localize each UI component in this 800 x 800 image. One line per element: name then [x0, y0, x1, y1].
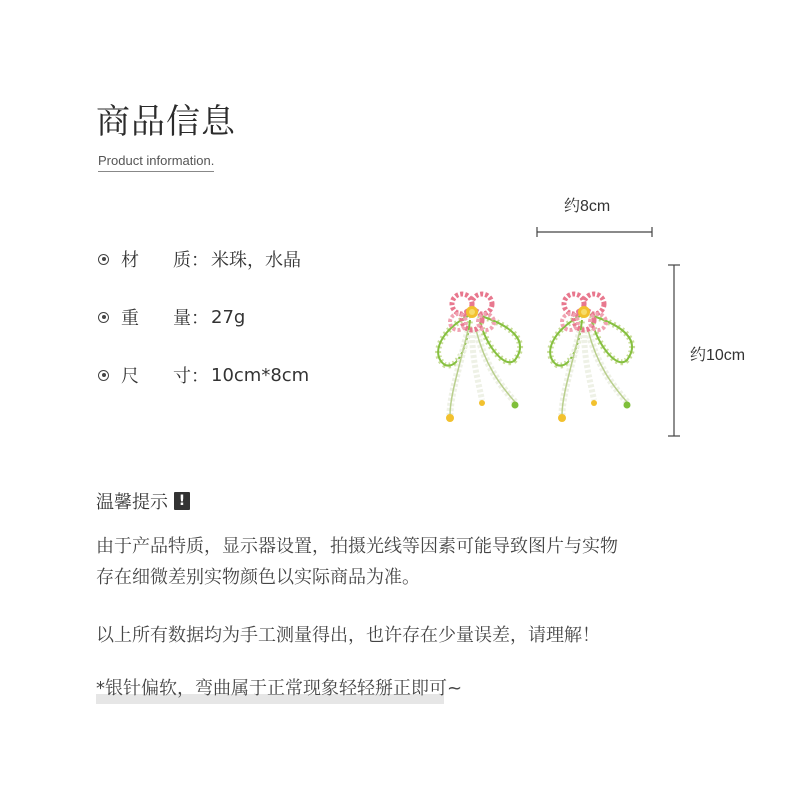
height-dimension-label: 约10cm [690, 347, 746, 364]
spec-value: 10cm*8cm [211, 364, 310, 386]
page-subtitle: Product information. [98, 153, 214, 172]
spec-label: 重 量 [121, 308, 191, 329]
notice-line-1: 由于产品特质，显示器设置，拍摄光线等因素可能导致图片与实物 [96, 536, 618, 557]
bullet-icon [98, 312, 109, 323]
width-dimension-line [537, 227, 652, 237]
bullet-icon [98, 254, 109, 265]
notice-heading: 温馨提示 ! [96, 488, 190, 514]
spec-label: 材 质 [121, 250, 191, 271]
needle-note: *银针偏软，弯曲属于正常现象轻轻掰正即可~ [96, 676, 462, 702]
exclamation-icon: ! [174, 492, 190, 510]
spec-value: 27g [211, 306, 246, 328]
spec-row-material: 材 质 ： 米珠，水晶 [98, 246, 301, 272]
earring-product-image [420, 180, 710, 450]
width-dimension-label: 约8cm [564, 198, 611, 215]
bullet-icon [98, 370, 109, 381]
spec-label: 尺 寸 [121, 366, 191, 387]
spec-row-size: 尺 寸 ： 10cm*8cm [98, 362, 309, 388]
notice-line-3: 以上所有数据均为手工测量得出，也许存在少量误差，请理解！ [96, 625, 600, 646]
height-dimension-line [668, 265, 680, 436]
notice-line-2: 存在细微差别实物颜色以实际商品为准。 [96, 567, 420, 588]
spec-row-weight: 重 量 ： 27g [98, 304, 245, 330]
page-title: 商品信息 [96, 102, 236, 142]
spec-value: 米珠，水晶 [211, 250, 301, 271]
